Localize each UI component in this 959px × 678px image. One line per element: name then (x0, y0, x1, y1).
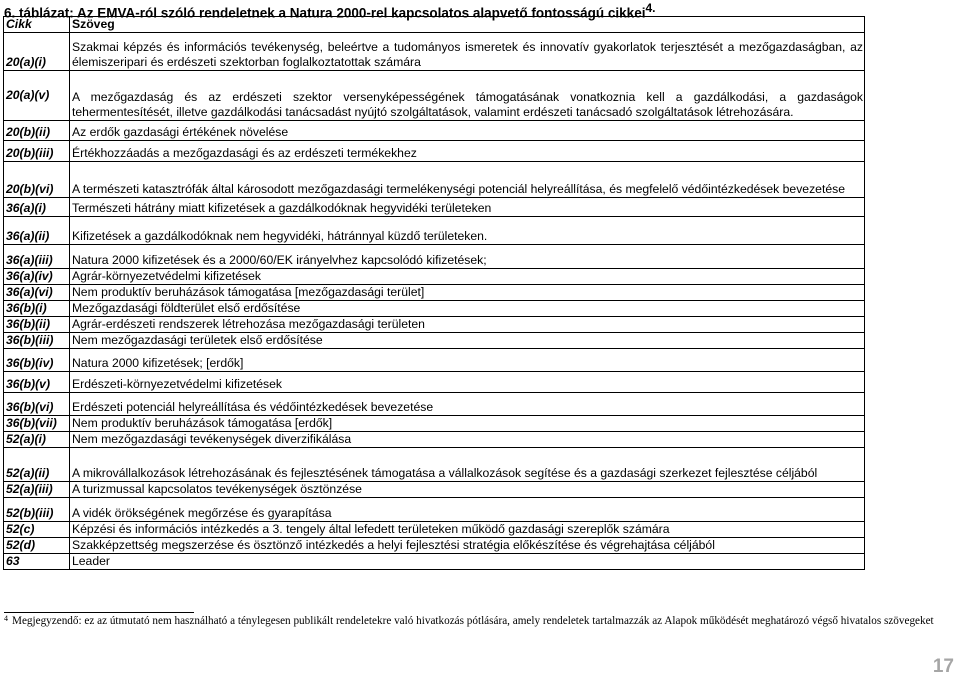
page-number: 17 (932, 656, 954, 677)
article-code: 20(b)(iii) (4, 141, 70, 162)
article-text: Kifizetések a gazdálkodóknak nem hegyvidéki, hátránnyal küzdő területeken. (70, 217, 865, 245)
article-code: 36(a)(iii) (4, 245, 70, 269)
table-row (4, 482, 865, 498)
header-cikk: Cikk (4, 17, 70, 33)
article-code: 36(a)(vi) (4, 285, 70, 301)
article-text: A mezőgazdaság és az erdészeti szektor versenyképességének támogatásának vonatkoznia kell a gazdálkodási, a gazdaságok tehermentesítését, illetve gazdálkodási tanácsadást nyújtó szolgáltatások, valamint erdészeti tanácsadó szolgáltatások létrehozására. (70, 71, 865, 121)
table-row (4, 448, 865, 482)
footnote-divider (4, 612, 194, 613)
article-text: Szakképzettség megszerzése és ösztönző intézkedés a helyi fejlesztési stratégia előkészítése és végrehajtása céljából (70, 538, 865, 554)
article-code: 36(b)(iii) (4, 333, 70, 349)
table-row (4, 301, 865, 317)
article-text: Agrár-környezetvédelmi kifizetések (70, 269, 865, 285)
article-code: 36(b)(v) (4, 372, 70, 393)
table-header-row (4, 17, 865, 33)
article-text: Nem mezőgazdasági területek első erdősítése (70, 333, 865, 349)
article-text: A turizmussal kapcsolatos tevékenységek ösztönzése (70, 482, 865, 498)
article-code: 36(b)(i) (4, 301, 70, 317)
table-row (4, 432, 865, 448)
table-row (4, 317, 865, 333)
article-code: 52(a)(i) (4, 432, 70, 448)
article-text: Mezőgazdasági földterület első erdősítése (70, 301, 865, 317)
table-row (4, 538, 865, 554)
article-code: 20(a)(i) (4, 33, 70, 71)
table-row (4, 416, 865, 432)
article-code: 36(a)(i) (4, 198, 70, 217)
table-row (4, 554, 865, 570)
article-code: 36(b)(vi) (4, 393, 70, 416)
table-row (4, 162, 865, 198)
article-code: 20(b)(vi) (4, 162, 70, 198)
table-row (4, 198, 865, 217)
article-code: 52(d) (4, 538, 70, 554)
table-row (4, 71, 865, 121)
article-text: A mikrovállalkozások létrehozásának és fejlesztésének támogatása a vállalkozások segítése és a gazdasági szerkezet fejlesztése céljából (70, 448, 865, 482)
article-text: Natura 2000 kifizetések; [erdők] (70, 349, 865, 372)
article-text: Az erdők gazdasági értékének növelése (70, 121, 865, 141)
table-row (4, 333, 865, 349)
table-row (4, 121, 865, 141)
table-row (4, 217, 865, 245)
article-code: 63 (4, 554, 70, 570)
footnote-text: Megjegyzendő: ez az útmutató nem használható a ténylegesen publikált rendeletekre való hivatkozás pótlására, amely rendeletek tartalmazzák az Alapok működését meghatározó végső hivatalos szövegeket (12, 615, 934, 627)
article-code: 52(a)(ii) (4, 448, 70, 482)
table-row (4, 285, 865, 301)
article-text: Leader (70, 554, 865, 570)
article-code: 36(a)(iv) (4, 269, 70, 285)
article-text: Képzési és információs intézkedés a 3. tengely által lefedett területeken működő gazdasági szereplők számára (70, 522, 865, 538)
article-code: 20(b)(ii) (4, 121, 70, 141)
article-text: Nem mezőgazdasági tevékenységek diverzifikálása (70, 432, 865, 448)
article-code: 36(b)(iv) (4, 349, 70, 372)
table-row (4, 372, 865, 393)
article-code: 20(a)(v) (4, 71, 70, 121)
table-row (4, 33, 865, 71)
article-text: Természeti hátrány miatt kifizetések a gazdálkodóknak hegyvidéki területeken (70, 198, 865, 217)
table-row (4, 349, 865, 372)
article-code: 52(c) (4, 522, 70, 538)
article-text: Agrár-erdészeti rendszerek létrehozása mezőgazdasági területen (70, 317, 865, 333)
article-code: 36(a)(ii) (4, 217, 70, 245)
article-text: Szakmai képzés és információs tevékenység, beleértve a tudományos ismeretek és innovatív gyakorlatok terjesztését a mezőgazdaságban, az élemiszeripari és erdészeti szektorban foglalkoztatottak számára (70, 33, 865, 71)
header-szoveg: Szöveg (70, 17, 865, 33)
article-text: Natura 2000 kifizetések és a 2000/60/EK irányelvhez kapcsolódó kifizetések; (70, 245, 865, 269)
article-text: Erdészeti-környezetvédelmi kifizetések (70, 372, 865, 393)
article-text: A természeti katasztrófák által károsodott mezőgazdasági termelékenységi potenciál helyreállítása, és megfelelő védőintézkedések bevezetése (70, 162, 865, 198)
table-row (4, 522, 865, 538)
article-code: 52(a)(iii) (4, 482, 70, 498)
article-text: Nem produktív beruházások támogatása [erdők] (70, 416, 865, 432)
articles-table (3, 16, 865, 570)
article-code: 36(b)(vii) (4, 416, 70, 432)
article-code: 52(b)(iii) (4, 498, 70, 522)
table-row (4, 393, 865, 416)
article-code: 36(b)(ii) (4, 317, 70, 333)
article-text: Erdészeti potenciál helyreállítása és védőintézkedések bevezetése (70, 393, 865, 416)
footnote (4, 614, 939, 628)
article-text: Értékhozzáadás a mezőgazdasági és az erdészeti termékekhez (70, 141, 865, 162)
table-caption-text: 6. táblázat: Az EMVA-ról szóló rendeletnek a Natura 2000-rel kapcsolatos alapvető fontosságú cikkei (4, 5, 646, 21)
table-row (4, 141, 865, 162)
footnote-number: 4 (4, 614, 8, 623)
table-row (4, 245, 865, 269)
article-text: Nem produktív beruházások támogatása [mezőgazdasági terület] (70, 285, 865, 301)
table-row (4, 269, 865, 285)
footnote-reference: 4. (645, 1, 656, 15)
article-text: A vidék örökségének megőrzése és gyarapítása (70, 498, 865, 522)
table-row (4, 498, 865, 522)
